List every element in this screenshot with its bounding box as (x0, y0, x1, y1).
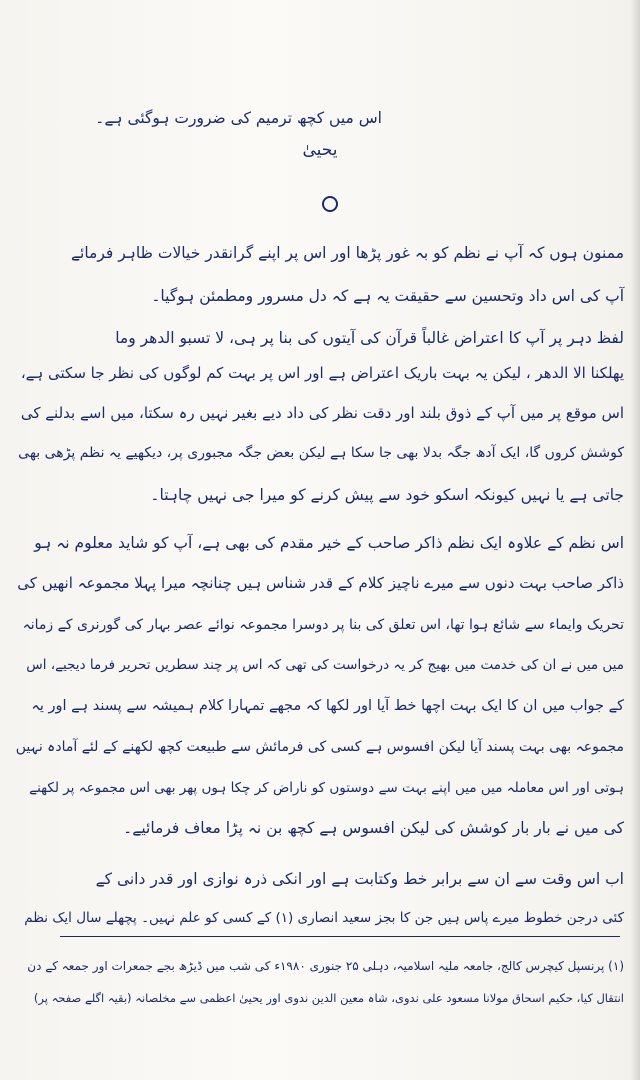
footnote-divider (60, 936, 620, 937)
body-line: یھلکنا الا الدھر ، لیکن یہ بہت باریک اعتراض ہے اور اس پر بہت کم لوگوں کی نظر جا سکتی ہے، (20, 364, 624, 382)
body-line: اب اس وقت سے ان سے برابر خط وکتابت ہے اور انکی ذرہ نوازی اور قدر دانی کے (95, 870, 624, 888)
top-text: اس میں کچھ ترمیم کی ضرورت ہوگئی ہے۔ (95, 109, 382, 127)
footnote-line: انتقال کیا، حکیم اسحاق مولانا مسعود علی ندوی، شاہ معین الدین ندوی اور یحییٰ اعظمی سے مخلصانہ (بقیہ اگلے صفحہ پر) (33, 991, 624, 1005)
body-line: میں میں نے ان کی خدمت میں بھیج کر یہ درخواست کی تھی کہ اس پر چند سطریں تحریر فرما دیجیے، اس (26, 657, 624, 673)
body-line: تحریک وایماء سے شائع ہوا تھا، اس تعلق کی بنا پر دوسرا مجموعہ نوائے عصر بہار کی گورنری کے زمانہ (22, 617, 624, 633)
body-line: لفظ دہر پر آپ کا اعتراض غالباً قرآن کی آیتوں کی بنا پر ہی، لا تسبو الدھر وما (115, 329, 624, 347)
body-line: کی میں نے بار بار کوشش کی لیکن افسوس ہے کچھ بن نہ پڑا معاف فرمائیے۔ (123, 819, 624, 837)
body-line: کوشش کروں گا، ایک آدھ جگہ بدلا بھی جا سکا ہے لیکن بعض جگہ مجبوری پر، دیکھیے یہ نظم پڑھی بھی (18, 445, 624, 461)
footnote-line: (۱) پرنسپل کیچرس کالج، جامعہ ملیہ اسلامیہ، دہلی ۲۵ جنوری ۱۹۸۰ء کی شب میں ڈیڑھ بجے جمعرات اور جمعہ کے دن (27, 959, 624, 973)
body-line: ذاکر صاحب بہت دنوں سے میرے ناچیز کلام کے قدر شناس ہیں چنانچہ میرا پہلا مجموعہ انھیں کی (17, 574, 624, 592)
page-edge-shadow (630, 0, 640, 1080)
section-circle-mark (322, 196, 338, 212)
body-line: جاتی ہے یا نہیں کیونکہ اسکو خود سے پیش کرنے کو میرا جی نہیں چاہتا۔ (150, 486, 624, 504)
body-line: ممنون ہوں کہ آپ نے نظم کو بہ غور پڑھا اور اس پر اپنے گرانقدر خیالات ظاہر فرمائے (70, 244, 624, 262)
body-line: مجموعہ بھی بہت پسند آیا لیکن افسوس ہے کسی کی فرمائش سے طبیعت کچھ لکھنے کے لئے آمادہ نہیں (15, 739, 624, 755)
body-line: کئی درجن خطوط میرے پاس ہیں جن کا بجز سعید انصاری (۱) کے کسی کو علم نہیں۔ پچھلے سال ایک نظم (24, 910, 624, 926)
body-line: آپ کی اس داد وتحسین سے حقیقت یہ ہے کہ دل مسرور ومطمئن ہوگیا۔ (151, 287, 624, 305)
signoff-name: یحییٰ (302, 140, 338, 160)
body-line: کے جواب میں ان کا ایک بہت اچھا خط آیا اور لکھا کہ مجھے تمہارا کلام ہمیشہ سے پسند ہے اور یہ (31, 698, 624, 714)
body-line: اس موقع پر میں آپ کے ذوق بلند اور دقت نظر کی داد دیے بغیر نہیں رہ سکتا، میں اسے بدلنے کی (20, 404, 624, 422)
body-line: اس نظم کے علاوہ ایک نظم ذاکر صاحب کے خیر مقدم کی بھی ہے، آپ کو شاید معلوم نہ ہو (34, 534, 624, 552)
body-line: ہوتی اور اس معاملہ میں میں اپنے بہت سے دوستوں کو ناراض کر چکا ہوں پھر بھی اس مجموعہ پر لکھنے (29, 780, 624, 796)
